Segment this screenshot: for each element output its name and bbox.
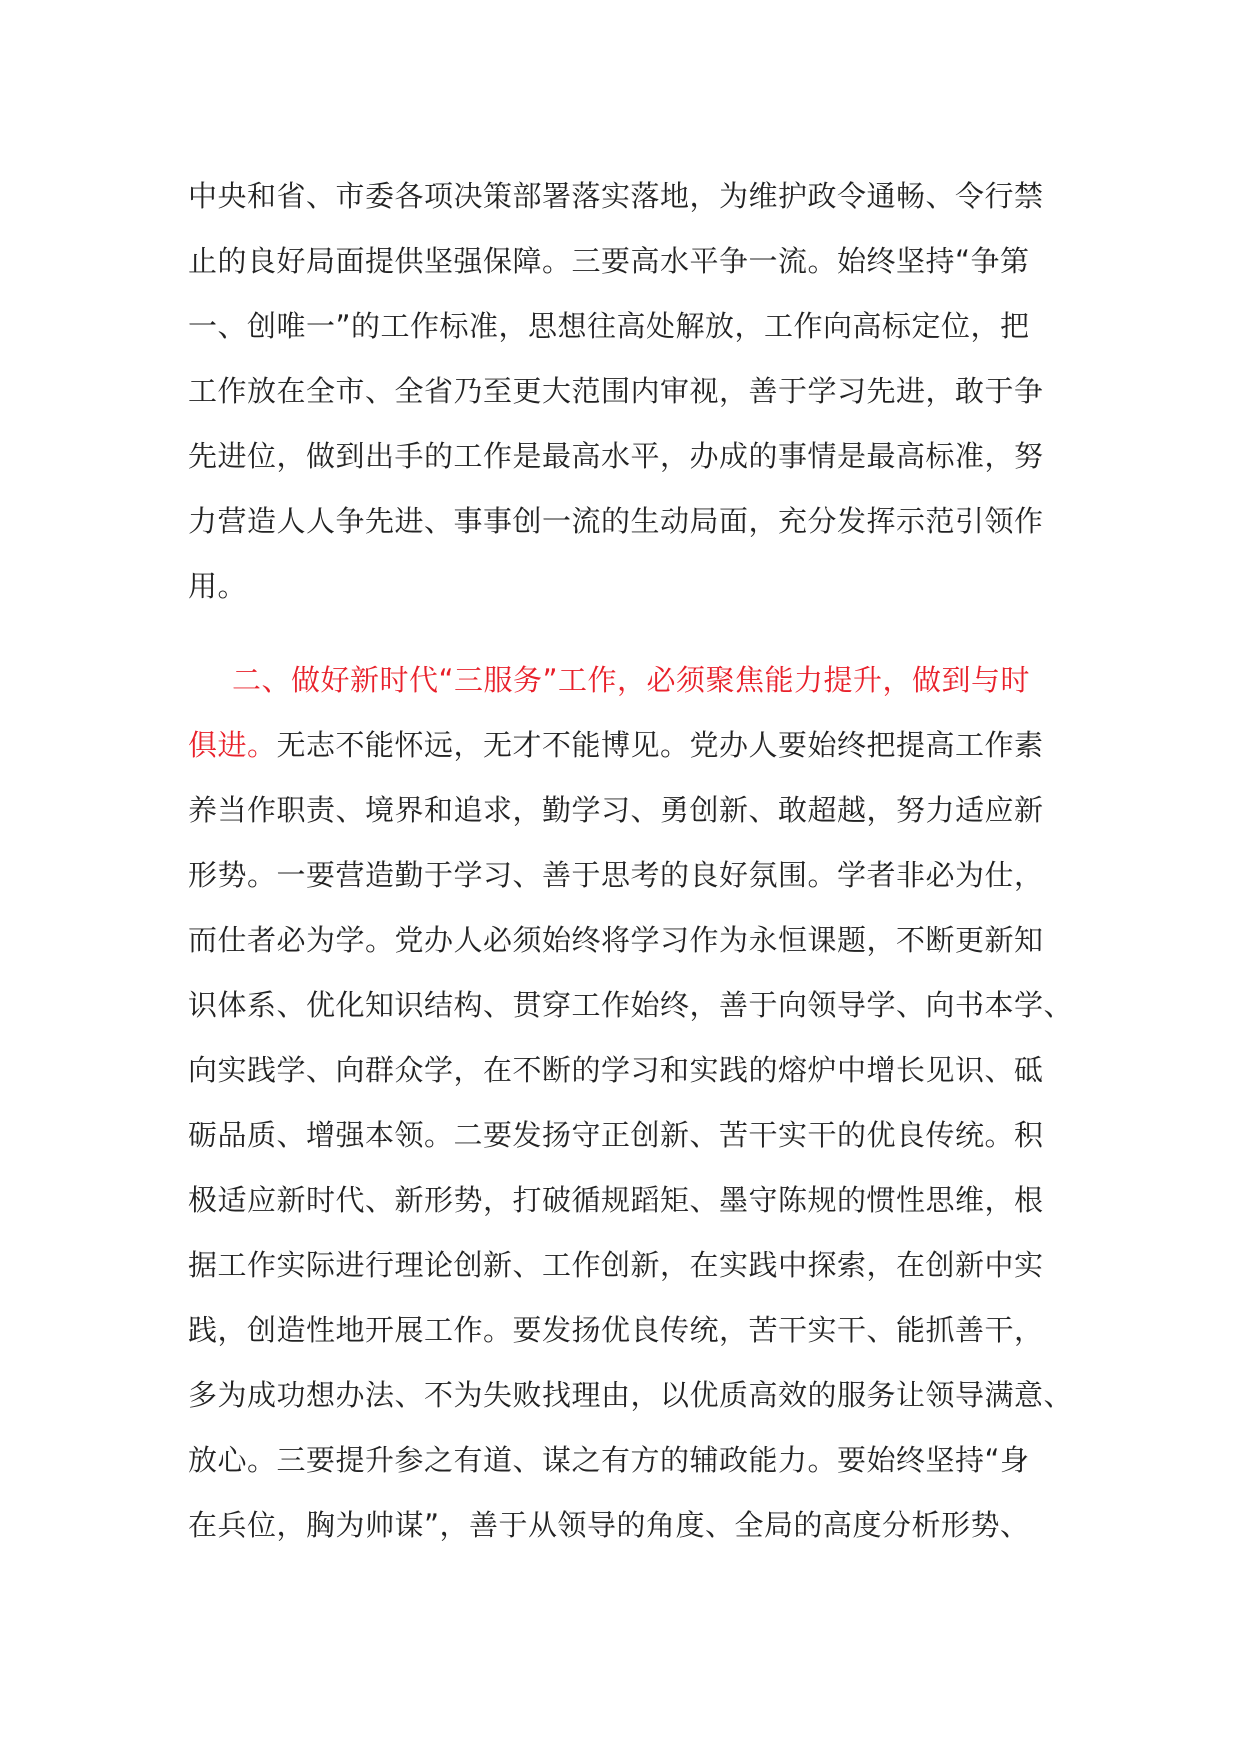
- section-heading-end: 俱进。: [188, 728, 277, 762]
- paragraph-line: 识体系、优化知识结构、贯穿工作始终，善于向领导学、向书本学、: [188, 988, 1074, 1022]
- paragraph-line: 中央和省、市委各项决策部署落实落地，为维护政令通畅、令行禁: [188, 179, 1044, 213]
- paragraph-line: 力营造人人争先进、事事创一流的生动局面，充分发挥示范引领作: [188, 504, 1044, 538]
- paragraph-continued: [188, 164, 1060, 619]
- paragraph-line: 工作放在全市、全省乃至更大范围内审视，善于学习先进，敢于争: [188, 374, 1044, 408]
- paragraph-line: 向实践学、向群众学，在不断的学习和实践的熔炉中增长见识、砥: [188, 1053, 1044, 1087]
- paragraph-line: 据工作实际进行理论创新、工作创新，在实践中探索，在创新中实: [188, 1248, 1044, 1282]
- paragraph-line: 放心。三要提升参之有道、谋之有方的辅政能力。要始终坚持“身: [188, 1443, 1030, 1477]
- section-two-paragraph: [188, 648, 1074, 1558]
- paragraph-line: 一、创唯一”的工作标准，思想往高处解放，工作向高标定位，把: [188, 309, 1030, 343]
- paragraph-line: 多为成功想办法、不为失败找理由，以优质高效的服务让领导满意、: [188, 1378, 1074, 1412]
- paragraph-line: 养当作职责、境界和追求，勤学习、勇创新、敢超越，努力适应新: [188, 793, 1044, 827]
- paragraph-line: [188, 713, 1060, 778]
- paragraph-line: 先进位，做到出手的工作是最高水平，办成的事情是最高标准，努: [188, 439, 1044, 473]
- paragraph-line: 用。: [188, 569, 248, 603]
- paragraph-text: 无志不能怀远，无才不能博见。党办人要始终把提高工作素: [276, 728, 1044, 762]
- paragraph-line: 在兵位，胸为帅谋”，善于从领导的角度、全局的高度分析形势、: [188, 1508, 1030, 1542]
- paragraph-line: 止的良好局面提供坚强保障。三要高水平争一流。始终坚持“争第: [188, 244, 1030, 278]
- section-heading: 二、做好新时代“三服务”工作，必须聚焦能力提升，做到与时: [232, 663, 1031, 697]
- paragraph-line: 极适应新时代、新形势，打破循规蹈矩、墨守陈规的惯性思维，根: [188, 1183, 1044, 1217]
- paragraph-line: 践，创造性地开展工作。要发扬优良传统，苦干实干、能抓善干，: [188, 1313, 1044, 1347]
- paragraph-line: 而仕者必为学。党办人必须始终将学习作为永恒课题，不断更新知: [188, 923, 1044, 957]
- paragraph-line: 砺品质、增强本领。二要发扬守正创新、苦干实干的优良传统。积: [188, 1118, 1044, 1152]
- paragraph-line: 形势。一要营造勤于学习、善于思考的良好氛围。学者非必为仕，: [188, 858, 1044, 892]
